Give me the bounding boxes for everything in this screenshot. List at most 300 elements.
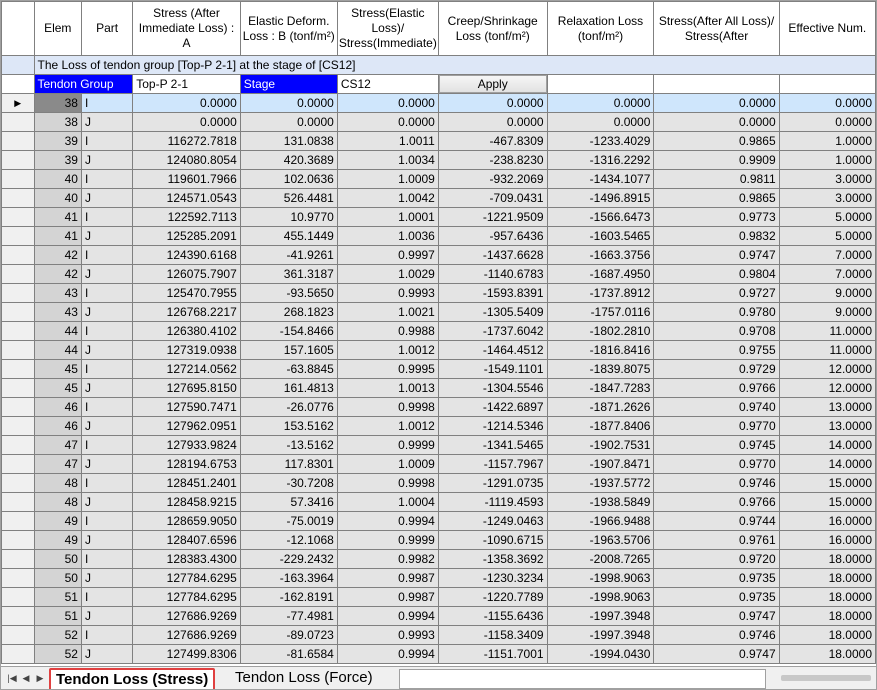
cell-stress-after-all[interactable]: 0.9744 (654, 512, 779, 531)
cell-effective-num[interactable]: 18.0000 (779, 588, 875, 607)
cell-relaxation[interactable]: -1963.5706 (547, 531, 654, 550)
cell-stress-ratio[interactable]: 0.9994 (337, 512, 438, 531)
cell-part[interactable]: J (81, 113, 132, 132)
table-row[interactable] (2, 436, 876, 455)
cell-elastic-b[interactable]: -154.8466 (240, 322, 337, 341)
row-header[interactable] (2, 474, 35, 493)
cell-effective-num[interactable]: 0.0000 (779, 94, 875, 113)
cell-stress-after-all[interactable]: 0.9747 (654, 645, 779, 664)
cell-stress-a[interactable]: 128659.9050 (133, 512, 241, 531)
cell-stress-ratio[interactable]: 0.9998 (337, 398, 438, 417)
cell-stress-ratio[interactable]: 1.0012 (337, 341, 438, 360)
cell-relaxation[interactable]: -1997.3948 (547, 626, 654, 645)
cell-part[interactable]: I (81, 398, 132, 417)
cell-relaxation[interactable]: -1663.3756 (547, 246, 654, 265)
cell-stress-ratio[interactable]: 0.0000 (337, 113, 438, 132)
cell-effective-num[interactable]: 13.0000 (779, 398, 875, 417)
cell-elem[interactable]: 42 (34, 246, 81, 265)
row-header[interactable] (2, 56, 35, 75)
cell-elastic-b[interactable]: 10.9770 (240, 208, 337, 227)
cell-elem[interactable]: 48 (34, 493, 81, 512)
cell-part[interactable]: J (81, 189, 132, 208)
cell-stress-a[interactable]: 116272.7818 (133, 132, 241, 151)
cell-creep[interactable]: -709.0431 (438, 189, 547, 208)
cell-elastic-b[interactable]: -77.4981 (240, 607, 337, 626)
table-row[interactable] (2, 341, 876, 360)
cell-elem[interactable]: 47 (34, 455, 81, 474)
cell-stress-a[interactable]: 126380.4102 (133, 322, 241, 341)
cell-effective-num[interactable]: 5.0000 (779, 208, 875, 227)
cell-elastic-b[interactable]: 102.0636 (240, 170, 337, 189)
table-row[interactable] (2, 113, 876, 132)
cell-creep[interactable]: -1249.0463 (438, 512, 547, 531)
cell-relaxation[interactable]: -1316.2292 (547, 151, 654, 170)
cell-elastic-b[interactable]: -89.0723 (240, 626, 337, 645)
cell-stress-after-all[interactable]: 0.0000 (654, 113, 779, 132)
cell-stress-a[interactable]: 127784.6295 (133, 588, 241, 607)
col-header-elem[interactable]: Elem (34, 2, 81, 56)
cell-part[interactable]: J (81, 645, 132, 664)
cell-stress-after-all[interactable]: 0.9773 (654, 208, 779, 227)
cell-part[interactable]: J (81, 531, 132, 550)
cell-part[interactable]: J (81, 341, 132, 360)
cell-elastic-b[interactable]: 455.1449 (240, 227, 337, 246)
cell-part[interactable]: J (81, 607, 132, 626)
cell-part[interactable]: I (81, 132, 132, 151)
table-row[interactable] (2, 246, 876, 265)
cell-elem[interactable]: 49 (34, 512, 81, 531)
table-row[interactable] (2, 645, 876, 664)
table-row[interactable] (2, 550, 876, 569)
cell-part[interactable]: J (81, 493, 132, 512)
cell-stress-a[interactable]: 127319.0938 (133, 341, 241, 360)
row-header[interactable] (2, 284, 35, 303)
cell-stress-ratio[interactable]: 1.0036 (337, 227, 438, 246)
cell-stress-a[interactable]: 127695.8150 (133, 379, 241, 398)
cell-stress-ratio[interactable]: 0.0000 (337, 94, 438, 113)
cell-stress-after-all[interactable]: 0.9770 (654, 455, 779, 474)
cell-part[interactable]: I (81, 626, 132, 645)
cell-elastic-b[interactable]: 0.0000 (240, 113, 337, 132)
cell-stress-a[interactable]: 125285.2091 (133, 227, 241, 246)
row-header[interactable] (2, 75, 35, 94)
cell-stress-ratio[interactable]: 0.9987 (337, 588, 438, 607)
table-row[interactable] (2, 208, 876, 227)
cell-stress-after-all[interactable]: 0.9811 (654, 170, 779, 189)
cell-stress-after-all[interactable]: 0.9746 (654, 474, 779, 493)
cell-stress-a[interactable]: 128407.6596 (133, 531, 241, 550)
cell-stress-after-all[interactable]: 0.9746 (654, 626, 779, 645)
cell-stress-after-all[interactable]: 0.9865 (654, 189, 779, 208)
cell-creep[interactable]: -1155.6436 (438, 607, 547, 626)
cell-stress-a[interactable]: 124080.8054 (133, 151, 241, 170)
cell-relaxation[interactable]: -1937.5772 (547, 474, 654, 493)
cell-creep[interactable]: -1422.6897 (438, 398, 547, 417)
table-row[interactable] (2, 360, 876, 379)
tab-tendon-loss-stress[interactable]: Tendon Loss (Stress) (49, 668, 215, 690)
row-header[interactable] (2, 360, 35, 379)
cell-elastic-b[interactable]: 526.4481 (240, 189, 337, 208)
cell-elem[interactable]: 44 (34, 341, 81, 360)
cell-elastic-b[interactable]: -12.1068 (240, 531, 337, 550)
cell-elem[interactable]: 40 (34, 170, 81, 189)
cell-stress-a[interactable]: 128451.2401 (133, 474, 241, 493)
cell-stress-a[interactable]: 0.0000 (133, 113, 241, 132)
row-header[interactable] (2, 170, 35, 189)
cell-elem[interactable]: 45 (34, 379, 81, 398)
cell-part[interactable]: J (81, 227, 132, 246)
row-header[interactable] (2, 151, 35, 170)
cell-stress-ratio[interactable]: 0.9982 (337, 550, 438, 569)
cell-elem[interactable]: 46 (34, 417, 81, 436)
cell-creep[interactable]: 0.0000 (438, 113, 547, 132)
next-sheet-icon[interactable]: ▶ (36, 673, 44, 683)
table-row[interactable] (2, 189, 876, 208)
cell-creep[interactable]: 0.0000 (438, 94, 547, 113)
cell-stress-a[interactable]: 127962.0951 (133, 417, 241, 436)
row-header[interactable] (2, 208, 35, 227)
cell-stress-after-all[interactable]: 0.9804 (654, 265, 779, 284)
cell-effective-num[interactable]: 9.0000 (779, 284, 875, 303)
cell-stress-after-all[interactable]: 0.9708 (654, 322, 779, 341)
cell-stress-a[interactable]: 128458.9215 (133, 493, 241, 512)
cell-relaxation[interactable]: -1434.1077 (547, 170, 654, 189)
table-row[interactable] (2, 170, 876, 189)
cell-elem[interactable]: 39 (34, 132, 81, 151)
cell-creep[interactable]: -1358.3692 (438, 550, 547, 569)
cell-elem[interactable]: 40 (34, 189, 81, 208)
cell-elastic-b[interactable]: -63.8845 (240, 360, 337, 379)
cell-effective-num[interactable]: 3.0000 (779, 189, 875, 208)
cell-effective-num[interactable]: 11.0000 (779, 322, 875, 341)
table-row[interactable] (2, 379, 876, 398)
cell-relaxation[interactable]: 0.0000 (547, 113, 654, 132)
row-header[interactable] (2, 227, 35, 246)
cell-stress-a[interactable]: 126075.7907 (133, 265, 241, 284)
cell-stress-a[interactable]: 127499.8306 (133, 645, 241, 664)
cell-stress-ratio[interactable]: 0.9999 (337, 436, 438, 455)
cell-stress-a[interactable]: 127590.7471 (133, 398, 241, 417)
cell-effective-num[interactable]: 9.0000 (779, 303, 875, 322)
row-header[interactable] (2, 322, 35, 341)
cell-creep[interactable]: -1158.3409 (438, 626, 547, 645)
cell-part[interactable]: I (81, 322, 132, 341)
cell-relaxation[interactable]: -1998.9063 (547, 588, 654, 607)
col-header-stress-a[interactable]: Stress (After Immediate Loss) : A (133, 2, 241, 56)
table-row[interactable] (2, 94, 876, 113)
row-header[interactable] (2, 265, 35, 284)
table-row[interactable] (2, 455, 876, 474)
cell-part[interactable]: I (81, 94, 132, 113)
cell-elastic-b[interactable]: -26.0776 (240, 398, 337, 417)
cell-elastic-b[interactable]: 161.4813 (240, 379, 337, 398)
row-header[interactable] (2, 626, 35, 645)
cell-effective-num[interactable]: 7.0000 (779, 246, 875, 265)
cell-elastic-b[interactable]: 420.3689 (240, 151, 337, 170)
cell-stress-after-all[interactable]: 0.9747 (654, 246, 779, 265)
row-header[interactable] (2, 132, 35, 151)
cell-stress-ratio[interactable]: 1.0042 (337, 189, 438, 208)
cell-effective-num[interactable]: 0.0000 (779, 113, 875, 132)
cell-stress-after-all[interactable]: 0.9766 (654, 379, 779, 398)
cell-relaxation[interactable]: -1877.8406 (547, 417, 654, 436)
col-header-relaxation[interactable]: Relaxation Loss (tonf/m²) (547, 2, 654, 56)
cell-relaxation[interactable]: -1902.7531 (547, 436, 654, 455)
cell-elem[interactable]: 45 (34, 360, 81, 379)
cell-elem[interactable]: 41 (34, 227, 81, 246)
cell-part[interactable]: J (81, 265, 132, 284)
prev-sheet-icon[interactable]: ◀ (22, 673, 30, 683)
cell-part[interactable]: I (81, 436, 132, 455)
cell-effective-num[interactable]: 1.0000 (779, 151, 875, 170)
cell-elem[interactable]: 50 (34, 569, 81, 588)
table-row[interactable] (2, 493, 876, 512)
cell-elem[interactable]: 46 (34, 398, 81, 417)
cell-creep[interactable]: -1220.7789 (438, 588, 547, 607)
cell-part[interactable]: J (81, 417, 132, 436)
cell-effective-num[interactable]: 16.0000 (779, 531, 875, 550)
cell-stress-after-all[interactable]: 0.9729 (654, 360, 779, 379)
cell-relaxation[interactable]: -1839.8075 (547, 360, 654, 379)
table-row[interactable] (2, 151, 876, 170)
cell-effective-num[interactable]: 12.0000 (779, 360, 875, 379)
table-row[interactable] (2, 322, 876, 341)
col-header-stress-after-all[interactable]: Stress(After All Loss)/ Stress(After (654, 2, 779, 56)
cell-elastic-b[interactable]: -75.0019 (240, 512, 337, 531)
cell-effective-num[interactable]: 18.0000 (779, 569, 875, 588)
table-row[interactable] (2, 398, 876, 417)
cell-stress-a[interactable]: 127686.9269 (133, 607, 241, 626)
cell-elastic-b[interactable]: -30.7208 (240, 474, 337, 493)
cell-relaxation[interactable]: -1907.8471 (547, 455, 654, 474)
cell-stress-after-all[interactable]: 0.9832 (654, 227, 779, 246)
cell-effective-num[interactable]: 18.0000 (779, 607, 875, 626)
table-row[interactable] (2, 265, 876, 284)
cell-effective-num[interactable]: 18.0000 (779, 550, 875, 569)
cell-stress-a[interactable]: 125470.7955 (133, 284, 241, 303)
table-row[interactable] (2, 227, 876, 246)
cell-effective-num[interactable]: 5.0000 (779, 227, 875, 246)
cell-stress-ratio[interactable]: 1.0034 (337, 151, 438, 170)
cell-relaxation[interactable]: -1737.8912 (547, 284, 654, 303)
cell-part[interactable]: I (81, 170, 132, 189)
cell-stress-ratio[interactable]: 0.9995 (337, 360, 438, 379)
cell-relaxation[interactable]: -1687.4950 (547, 265, 654, 284)
cell-stress-a[interactable]: 119601.7966 (133, 170, 241, 189)
cell-stress-ratio[interactable]: 0.9997 (337, 246, 438, 265)
horizontal-scrollbar[interactable] (781, 675, 871, 681)
cell-elastic-b[interactable]: 361.3187 (240, 265, 337, 284)
cell-stress-after-all[interactable]: 0.9735 (654, 569, 779, 588)
table-row[interactable] (2, 588, 876, 607)
col-header-elastic-b[interactable]: Elastic Deform. Loss : B (tonf/m²) (240, 2, 337, 56)
cell-elem[interactable]: 39 (34, 151, 81, 170)
cell-elastic-b[interactable]: -41.9261 (240, 246, 337, 265)
cell-relaxation[interactable]: -1871.2626 (547, 398, 654, 417)
col-header-part[interactable]: Part (81, 2, 132, 56)
table-row[interactable] (2, 284, 876, 303)
row-header[interactable] (2, 436, 35, 455)
cell-stress-a[interactable]: 124571.0543 (133, 189, 241, 208)
cell-elastic-b[interactable]: -229.2432 (240, 550, 337, 569)
cell-creep[interactable]: -1090.6715 (438, 531, 547, 550)
cell-relaxation[interactable]: -1603.5465 (547, 227, 654, 246)
row-header[interactable] (2, 493, 35, 512)
cell-relaxation[interactable]: -1566.6473 (547, 208, 654, 227)
cell-effective-num[interactable]: 15.0000 (779, 474, 875, 493)
cell-stress-a[interactable]: 128194.6753 (133, 455, 241, 474)
cell-elastic-b[interactable]: -163.3964 (240, 569, 337, 588)
cell-elastic-b[interactable]: -162.8191 (240, 588, 337, 607)
cell-relaxation[interactable]: -1938.5849 (547, 493, 654, 512)
cell-creep[interactable]: -1230.3234 (438, 569, 547, 588)
cell-creep[interactable]: -1737.6042 (438, 322, 547, 341)
cell-stress-after-all[interactable]: 0.9740 (654, 398, 779, 417)
cell-part[interactable]: I (81, 550, 132, 569)
cell-elem[interactable]: 38 (34, 94, 81, 113)
cell-relaxation[interactable]: -2008.7265 (547, 550, 654, 569)
cell-part[interactable]: J (81, 379, 132, 398)
cell-creep[interactable]: -957.6436 (438, 227, 547, 246)
cell-effective-num[interactable]: 12.0000 (779, 379, 875, 398)
cell-effective-num[interactable]: 3.0000 (779, 170, 875, 189)
cell-elem[interactable]: 50 (34, 550, 81, 569)
cell-creep[interactable]: -932.2069 (438, 170, 547, 189)
cell-creep[interactable]: -1304.5546 (438, 379, 547, 398)
cell-relaxation[interactable]: -1816.8416 (547, 341, 654, 360)
cell-stress-ratio[interactable]: 1.0009 (337, 170, 438, 189)
cell-elastic-b[interactable]: 57.3416 (240, 493, 337, 512)
cell-effective-num[interactable]: 13.0000 (779, 417, 875, 436)
cell-part[interactable]: I (81, 208, 132, 227)
cell-stress-ratio[interactable]: 1.0021 (337, 303, 438, 322)
cell-stress-after-all[interactable]: 0.9720 (654, 550, 779, 569)
cell-stress-ratio[interactable]: 0.9988 (337, 322, 438, 341)
cell-creep[interactable]: -1593.8391 (438, 284, 547, 303)
cell-part[interactable]: I (81, 474, 132, 493)
row-header[interactable] (2, 550, 35, 569)
cell-creep[interactable]: -1341.5465 (438, 436, 547, 455)
cell-stress-a[interactable]: 127214.0562 (133, 360, 241, 379)
cell-stress-after-all[interactable]: 0.9735 (654, 588, 779, 607)
cell-elastic-b[interactable]: 131.0838 (240, 132, 337, 151)
table-row[interactable] (2, 474, 876, 493)
cell-effective-num[interactable]: 14.0000 (779, 436, 875, 455)
cell-stress-ratio[interactable]: 0.9994 (337, 645, 438, 664)
cell-stress-ratio[interactable]: 0.9993 (337, 626, 438, 645)
cell-relaxation[interactable]: -1998.9063 (547, 569, 654, 588)
cell-stress-ratio[interactable]: 0.9998 (337, 474, 438, 493)
cell-stress-ratio[interactable]: 0.9994 (337, 607, 438, 626)
tab-tendon-loss-force[interactable]: Tendon Loss (Force) (235, 669, 373, 686)
stage-select[interactable]: CS12 (337, 75, 438, 94)
cell-creep[interactable]: -1214.5346 (438, 417, 547, 436)
row-header[interactable] (2, 341, 35, 360)
cell-stress-after-all[interactable]: 0.9770 (654, 417, 779, 436)
corner-cell[interactable] (2, 2, 35, 56)
cell-stress-after-all[interactable]: 0.9780 (654, 303, 779, 322)
cell-creep[interactable]: -1305.5409 (438, 303, 547, 322)
cell-elem[interactable]: 49 (34, 531, 81, 550)
cell-relaxation[interactable]: -1757.0116 (547, 303, 654, 322)
row-header[interactable] (2, 607, 35, 626)
cell-effective-num[interactable]: 16.0000 (779, 512, 875, 531)
cell-stress-ratio[interactable]: 1.0012 (337, 417, 438, 436)
cell-stress-a[interactable]: 127784.6295 (133, 569, 241, 588)
cell-effective-num[interactable]: 1.0000 (779, 132, 875, 151)
cell-creep[interactable]: -467.8309 (438, 132, 547, 151)
cell-relaxation[interactable]: -1966.9488 (547, 512, 654, 531)
cell-stress-after-all[interactable]: 0.9727 (654, 284, 779, 303)
cell-elastic-b[interactable]: -81.6584 (240, 645, 337, 664)
cell-elem[interactable]: 52 (34, 626, 81, 645)
cell-elastic-b[interactable]: 157.1605 (240, 341, 337, 360)
cell-elem[interactable]: 52 (34, 645, 81, 664)
cell-stress-after-all[interactable]: 0.0000 (654, 94, 779, 113)
cell-stress-after-all[interactable]: 0.9865 (654, 132, 779, 151)
row-header[interactable] (2, 531, 35, 550)
cell-stress-ratio[interactable]: 1.0009 (337, 455, 438, 474)
cell-stress-after-all[interactable]: 0.9766 (654, 493, 779, 512)
cell-part[interactable]: J (81, 303, 132, 322)
table-row[interactable] (2, 569, 876, 588)
cell-stress-ratio[interactable]: 0.9993 (337, 284, 438, 303)
table-row[interactable] (2, 531, 876, 550)
first-sheet-icon[interactable]: |◀ (7, 673, 17, 683)
cell-creep[interactable]: -1549.1101 (438, 360, 547, 379)
cell-elastic-b[interactable]: -93.5650 (240, 284, 337, 303)
cell-stress-ratio[interactable]: 1.0004 (337, 493, 438, 512)
table-row[interactable] (2, 512, 876, 531)
cell-part[interactable]: J (81, 151, 132, 170)
cell-stress-a[interactable]: 127933.9824 (133, 436, 241, 455)
table-row[interactable] (2, 607, 876, 626)
cell-creep[interactable]: -1151.7001 (438, 645, 547, 664)
cell-elem[interactable]: 43 (34, 303, 81, 322)
cell-part[interactable]: I (81, 588, 132, 607)
apply-button[interactable]: Apply (439, 75, 547, 93)
row-header[interactable] (2, 398, 35, 417)
row-header[interactable] (2, 189, 35, 208)
row-header[interactable] (2, 512, 35, 531)
cell-relaxation[interactable]: -1997.3948 (547, 607, 654, 626)
cell-stress-ratio[interactable]: 1.0001 (337, 208, 438, 227)
cell-stress-a[interactable]: 0.0000 (133, 94, 241, 113)
table-row[interactable] (2, 626, 876, 645)
cell-effective-num[interactable]: 7.0000 (779, 265, 875, 284)
cell-stress-after-all[interactable]: 0.9761 (654, 531, 779, 550)
row-header[interactable] (2, 588, 35, 607)
col-header-stress-ratio[interactable]: Stress(Elastic Loss)/ Stress(Immediate) (337, 2, 438, 56)
row-header[interactable] (2, 113, 35, 132)
cell-relaxation[interactable]: -1994.0430 (547, 645, 654, 664)
col-header-creep[interactable]: Creep/Shrinkage Loss (tonf/m²) (438, 2, 547, 56)
cell-elem[interactable]: 51 (34, 607, 81, 626)
cell-part[interactable]: J (81, 569, 132, 588)
cell-elem[interactable]: 42 (34, 265, 81, 284)
tendon-group-select[interactable]: Top-P 2-1 (133, 75, 241, 94)
cell-effective-num[interactable]: 11.0000 (779, 341, 875, 360)
cell-part[interactable]: I (81, 512, 132, 531)
row-header[interactable] (2, 645, 35, 664)
cell-stress-after-all[interactable]: 0.9745 (654, 436, 779, 455)
cell-elem[interactable]: 51 (34, 588, 81, 607)
cell-stress-ratio[interactable]: 1.0011 (337, 132, 438, 151)
cell-creep[interactable]: -1291.0735 (438, 474, 547, 493)
cell-elem[interactable]: 47 (34, 436, 81, 455)
cell-stress-a[interactable]: 124390.6168 (133, 246, 241, 265)
cell-relaxation[interactable]: -1847.7283 (547, 379, 654, 398)
